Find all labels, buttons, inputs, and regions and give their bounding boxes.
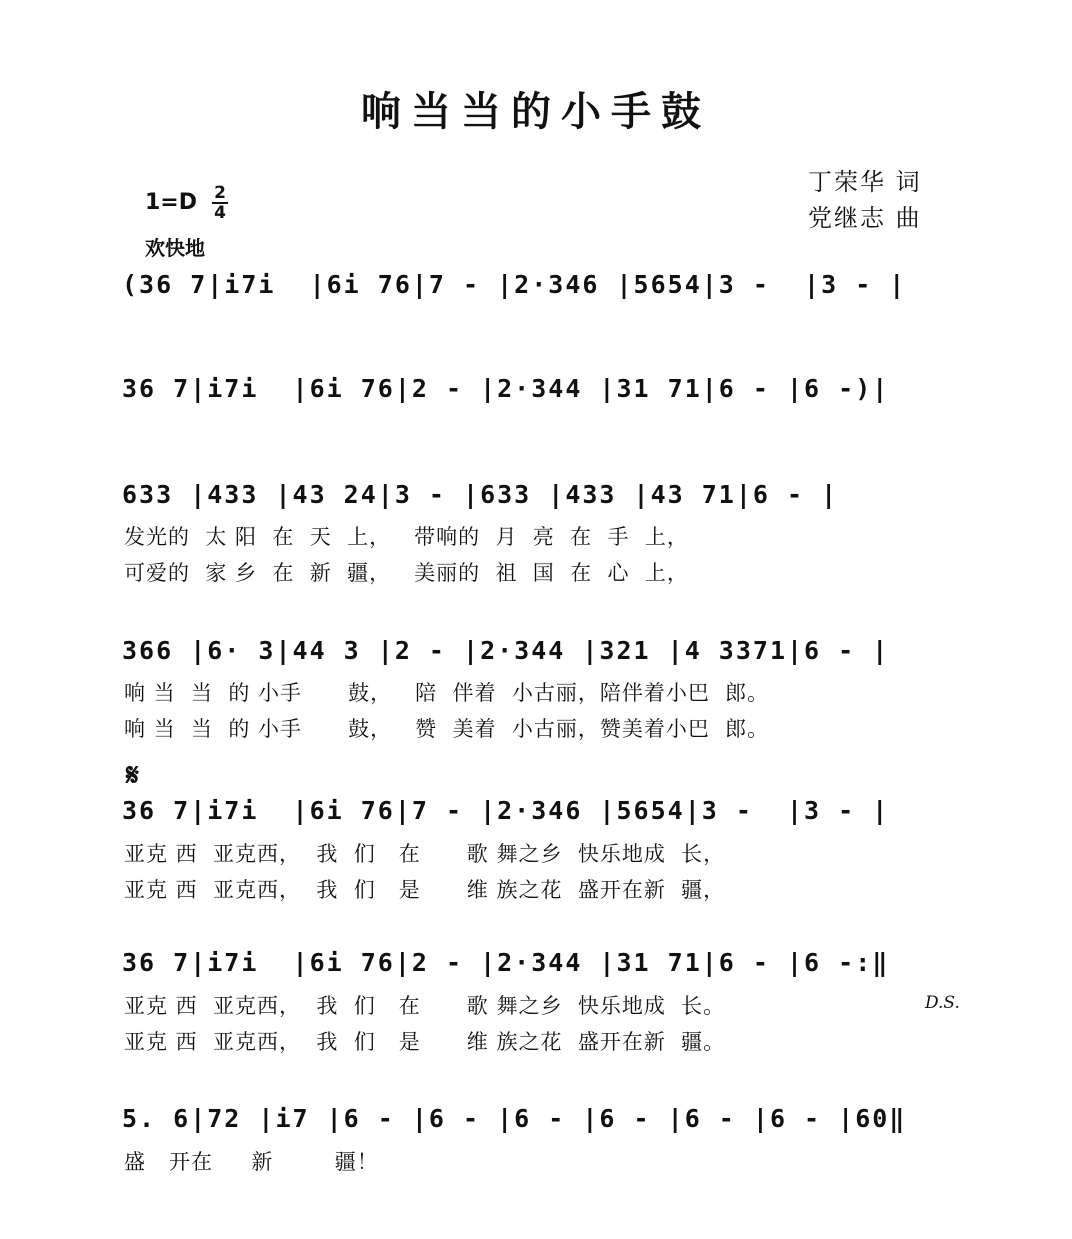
notation-line-7: 5. 6|72 |i7 |6 - |6 - |6 - |6 - |6 - |6 - |60‖ bbox=[122, 1104, 907, 1133]
lyric-line: 亚克 西 亚克西， 我 们 在 歌 舞之乡 快乐地成 长。 bbox=[124, 994, 726, 1018]
notation-line-5: 36 7|i7i |6i 76|7 - |2·346 |5654|3 - |3 - | bbox=[122, 796, 890, 825]
tempo-marking: 欢快地 bbox=[145, 236, 205, 260]
notation-line-6: 36 7|i7i |6i 76|2 - |2·344 |31 71|6 - |6 -:‖ bbox=[122, 948, 890, 977]
notation-line-2: 36 7|i7i |6i 76|2 - |2·344 |31 71|6 - |6 -)| bbox=[122, 374, 890, 403]
notation-line-1: (36 7|i7i |6i 76|7 - |2·346 |5654|3 - |3 - | bbox=[122, 270, 907, 299]
lyric-line: 响 当 当 的 小手 鼓， 赞 美着 小古丽，赞美着小巴 郎。 bbox=[124, 717, 770, 741]
ds-marking: D.S. bbox=[925, 993, 960, 1013]
time-signature-bottom: 4 bbox=[214, 203, 226, 223]
time-signature-top: 2 bbox=[214, 183, 226, 203]
lyricist-credit: 丁荣华 词 bbox=[808, 168, 922, 196]
lyric-line: 亚克 西 亚克西， 我 们 在 歌 舞之乡 快乐地成 长， bbox=[124, 842, 726, 866]
notation-line-4: 366 |6· 3|44 3 |2 - |2·344 |321 |4 3371|6 - | bbox=[122, 636, 890, 665]
lyric-line: 盛 开在 新 疆！ bbox=[124, 1150, 379, 1174]
segno-sign: 𝄋 bbox=[126, 758, 139, 793]
lyric-line: 亚克 西 亚克西， 我 们 是 维 族之花 盛开在新 疆。 bbox=[124, 1030, 726, 1054]
lyric-line: 发光的 太 阳 在 天 上， 带响的 月 亮 在 手 上， bbox=[124, 525, 689, 549]
lyric-line: 亚克 西 亚克西， 我 们 是 维 族之花 盛开在新 疆， bbox=[124, 878, 726, 902]
key-signature: 1=D bbox=[145, 190, 198, 215]
composer-credit: 党继志 曲 bbox=[808, 204, 922, 232]
lyric-line: 可爱的 家 乡 在 新 疆， 美丽的 祖 国 在 心 上， bbox=[124, 561, 689, 585]
notation-line-3: 633 |433 |43 24|3 - |633 |433 |43 71|6 - | bbox=[122, 480, 839, 509]
song-title: 响当当的小手鼓 bbox=[361, 88, 711, 135]
time-signature bbox=[210, 184, 230, 222]
lyric-line: 响 当 当 的 小手 鼓， 陪 伴着 小古丽，陪伴着小巴 郎。 bbox=[124, 681, 770, 705]
